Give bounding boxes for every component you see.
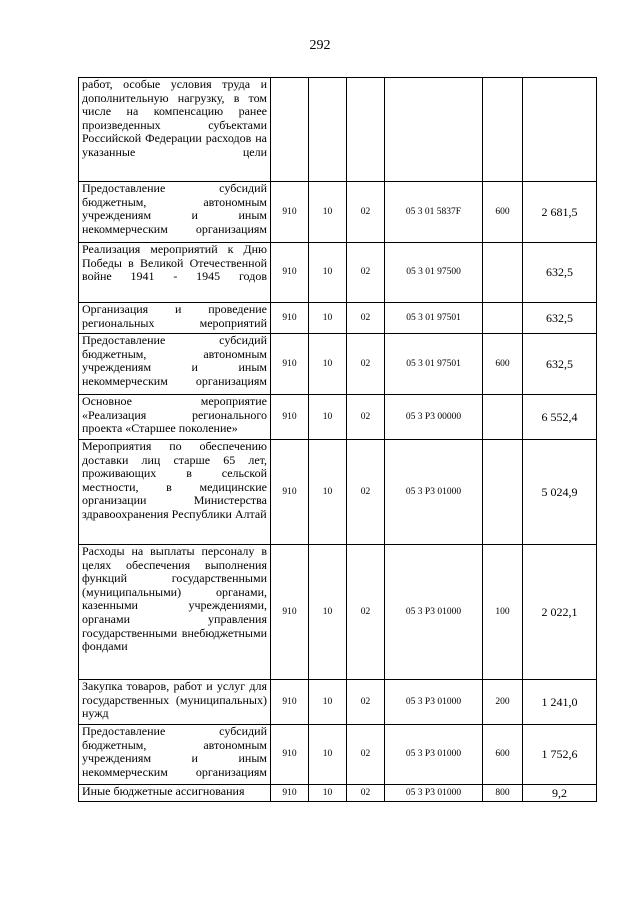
target-article-code: 05 3 P3 01000 [385,785,483,802]
expense-type-code: 100 [483,545,523,680]
expense-type-code: 800 [483,785,523,802]
section-code: 10 [309,680,347,725]
section-code: 10 [309,725,347,785]
section-code: 10 [309,785,347,802]
table-row [79,785,597,802]
subsection-code: 02 [347,182,385,243]
ministry-code: 910 [271,440,309,545]
target-article-code: 05 3 01 97501 [385,303,483,334]
target-article-code: 05 3 01 97501 [385,334,483,395]
table-row [79,243,597,303]
table-row [79,395,597,440]
ministry-code [271,78,309,182]
row-description: Организация и проведение региональных мероприятий [79,303,271,334]
ministry-code: 910 [271,725,309,785]
ministry-code: 910 [271,243,309,303]
section-code: 10 [309,182,347,243]
row-description: Предоставление субсидий бюджетным, автономным учреждениям и иным некоммерческим организациям [79,725,271,785]
section-code: 10 [309,334,347,395]
expense-type-code [483,440,523,545]
target-article-code: 05 3 01 97500 [385,243,483,303]
section-code: 10 [309,303,347,334]
row-description: Иные бюджетные ассигнования [79,785,271,802]
target-article-code: 05 3 P3 00000 [385,395,483,440]
target-article-code: 05 3 P3 01000 [385,440,483,545]
section-code: 10 [309,395,347,440]
table-row [79,303,597,334]
subsection-code [347,78,385,182]
amount: 2 681,5 [523,182,597,243]
row-description: Мероприятия по обеспечению доставки лиц старше 65 лет, проживающих в сельской местности, в медицинские организации Министерства здравоохранения Республики Алтай [79,440,271,545]
page-number: 292 [309,38,331,53]
amount: 632,5 [523,303,597,334]
table-row [79,334,597,395]
subsection-code: 02 [347,395,385,440]
ministry-code: 910 [271,182,309,243]
amount: 632,5 [523,243,597,303]
expense-type-code: 600 [483,725,523,785]
target-article-code: 05 3 P3 01000 [385,680,483,725]
target-article-code: 05 3 P3 01000 [385,545,483,680]
section-code [309,78,347,182]
target-article-code: 05 3 P3 01000 [385,725,483,785]
table-row [79,545,597,680]
row-description: Реализация мероприятий к Дню Победы в Великой Отечественной войне 1941 - 1945 годов [79,243,271,303]
target-article-code: 05 3 01 5837F [385,182,483,243]
subsection-code: 02 [347,725,385,785]
amount: 5 024,9 [523,440,597,545]
expense-type-code [483,303,523,334]
expense-type-code [483,243,523,303]
row-description: работ, особые условия труда и дополнительную нагрузку, в том числе на компенсацию ранее произведенных субъектами Российской Федерации расходов на указанные цели [79,78,271,182]
target-article-code [385,78,483,182]
row-description: Предоставление субсидий бюджетным, автономным учреждениям и иным некоммерческим организациям [79,182,271,243]
expense-type-code: 200 [483,680,523,725]
row-description: Основное мероприятие «Реализация регионального проекта «Старшее поколение» [79,395,271,440]
expense-type-code: 600 [483,334,523,395]
section-code: 10 [309,243,347,303]
amount: 9,2 [523,785,597,802]
amount: 1 752,6 [523,725,597,785]
ministry-code: 910 [271,545,309,680]
subsection-code: 02 [347,680,385,725]
amount: 632,5 [523,334,597,395]
row-description: Расходы на выплаты персоналу в целях обеспечения выполнения функций государственными (муниципальными) органами, казенными учреждениями, органами управления государственными внебюджетными фондами [79,545,271,680]
ministry-code: 910 [271,395,309,440]
row-description: Закупка товаров, работ и услуг для государственных (муниципальных) нужд [79,680,271,725]
subsection-code: 02 [347,243,385,303]
amount [523,78,597,182]
subsection-code: 02 [347,545,385,680]
subsection-code: 02 [347,334,385,395]
subsection-code: 02 [347,303,385,334]
ministry-code: 910 [271,303,309,334]
row-description: Предоставление субсидий бюджетным, автономным учреждениям и иным некоммерческим организациям [79,334,271,395]
amount: 1 241,0 [523,680,597,725]
ministry-code: 910 [271,334,309,395]
table-row [79,725,597,785]
amount: 2 022,1 [523,545,597,680]
table-row [79,182,597,243]
budget-table [78,77,597,802]
table-row [79,78,597,182]
ministry-code: 910 [271,680,309,725]
expense-type-code [483,395,523,440]
section-code: 10 [309,440,347,545]
subsection-code: 02 [347,785,385,802]
table-row [79,440,597,545]
amount: 6 552,4 [523,395,597,440]
expense-type-code [483,78,523,182]
expense-type-code: 600 [483,182,523,243]
section-code: 10 [309,545,347,680]
table-row [79,680,597,725]
subsection-code: 02 [347,440,385,545]
ministry-code: 910 [271,785,309,802]
